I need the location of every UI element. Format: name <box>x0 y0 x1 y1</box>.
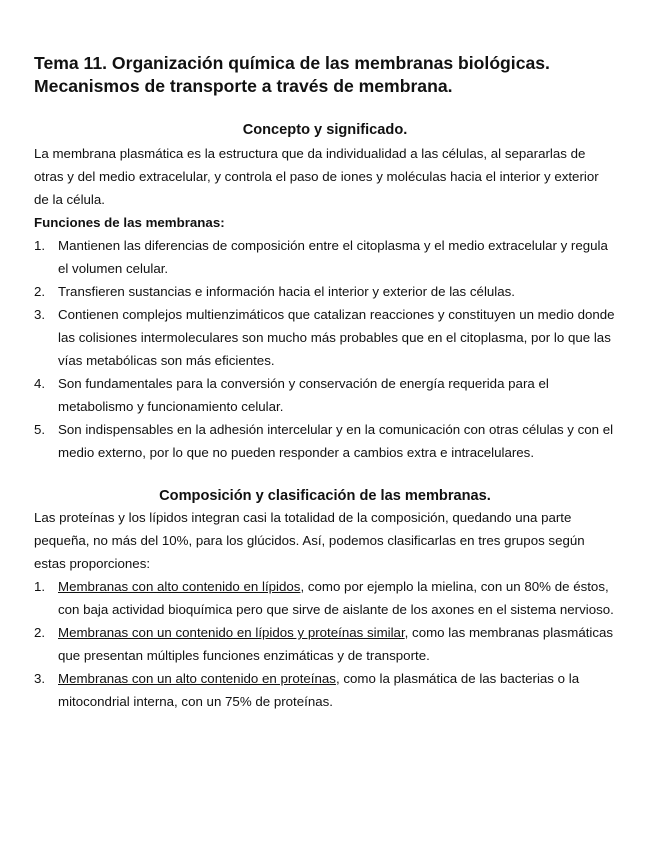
functions-list <box>34 234 616 464</box>
list-number: 2. <box>34 625 46 640</box>
list-number: 4. <box>34 376 46 391</box>
title-line-2: Mecanismos de transporte a través de membrana. <box>34 76 453 96</box>
list-number: 5. <box>34 422 46 437</box>
list-item <box>34 667 616 713</box>
list-text: Son fundamentales para la conversión y conservación de energía requerida para el metabolismo y funcionamiento celular. <box>58 376 549 414</box>
list-item <box>34 280 616 303</box>
list-text <box>58 621 616 667</box>
section-composicion <box>34 486 616 713</box>
group-term: Membranas con alto contenido en lípidos <box>58 579 301 594</box>
group-description: , como las membranas plasmáticas que presentan múltiples funciones enzimáticas y de transporte. <box>58 625 614 663</box>
list-item <box>34 621 616 667</box>
list-number: 3. <box>34 307 46 322</box>
group-term: Membranas con un alto contenido en proteínas <box>58 671 336 686</box>
list-number: 1. <box>34 238 46 253</box>
list-item <box>34 234 616 280</box>
section-concepto <box>34 120 616 464</box>
list-number: 1. <box>34 579 46 594</box>
group-description: , como por ejemplo la mielina, con un 80% de éstos, con baja actividad bioquímica pero que sirve de aislante de los axones en el sistema nervioso. <box>58 579 614 617</box>
functions-heading: Funciones de las membranas: <box>34 215 225 230</box>
list-text: Mantienen las diferencias de composición entre el citoplasma y el medio extracelular y regula el volumen celular. <box>58 238 608 276</box>
list-text: Contienen complejos multienzimáticos que catalizan reacciones y constituyen un medio donde las colisiones intermoleculares son mucho más probables que en el citoplasma, por lo que las vías metabólicas son más eficientes. <box>58 307 615 368</box>
list-text <box>58 667 616 713</box>
section-heading: Concepto y significado. <box>242 122 408 138</box>
list-number: 2. <box>34 284 46 299</box>
list-text <box>58 575 616 621</box>
group-description: , como la plasmática de las bacterias o la mitocondrial interna, con un 75% de proteínas. <box>58 671 580 709</box>
title-line-1: Tema 11. Organización química de las membranas biológicas. <box>34 53 550 73</box>
list-text: Transfieren sustancias e información hacia el interior y exterior de las células. <box>58 284 515 299</box>
list-number: 3. <box>34 671 46 686</box>
list-item <box>34 372 616 418</box>
section-paragraph: La membrana plasmática es la estructura que da individualidad a las células, al separarlas de otras y del medio extracelular, y controla el paso de iones y moléculas hacia el interior y exterior de la célula. <box>34 146 599 207</box>
group-term: Membranas con un contenido en lípidos y proteínas similar <box>58 625 405 640</box>
list-item <box>34 303 616 372</box>
list-item <box>34 418 616 464</box>
section-heading: Composición y clasificación de las membranas. <box>159 488 491 504</box>
groups-list <box>34 575 616 713</box>
list-text: Son indispensables en la adhesión intercelular y en la comunicación con otras células y con el medio externo, por lo que no pueden responder a cambios extra e intracelulares. <box>58 422 614 460</box>
list-item <box>34 575 616 621</box>
section-paragraph: Las proteínas y los lípidos integran casi la totalidad de la composición, quedando una parte pequeña, no más del 10%, para los glúcidos. Así, podemos clasificarlas en tres grupos según estas proporciones: <box>34 510 585 571</box>
document-title <box>34 52 616 98</box>
